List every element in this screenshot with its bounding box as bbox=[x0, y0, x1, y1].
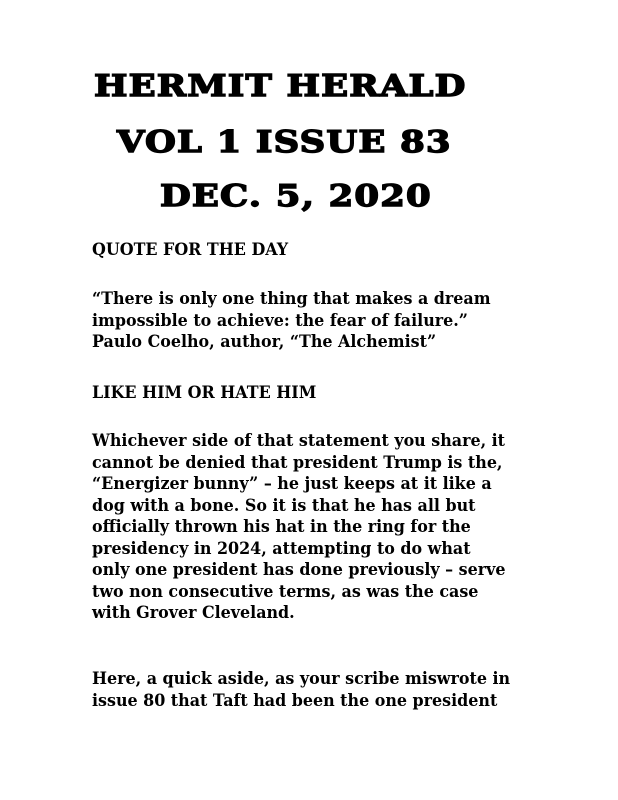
masthead-volume-issue: VOL 1 ISSUE 83 bbox=[117, 125, 452, 160]
quote-text: “There is only one thing that makes a dream impossible to achieve: the fear of failure.” Paulo Coelho, author, “The Alchemist” bbox=[92, 289, 491, 351]
masthead-title: HERMIT HERALD bbox=[94, 69, 467, 104]
article-paragraph-1: Whichever side of that statement you share, it cannot be denied that president Trump is the, “Energizer bunny” – he just keeps at it like a dog with a bone. So it is that he has all but officially thrown his hat in the ring for the presidency in 2024, attempting to do what only one president has done previously – serve two non consecutive terms, as was the case with Grover Cleveland. bbox=[92, 431, 506, 622]
article-paragraph-2: Here, a quick aside, as your scribe miswrote in issue 80 that Taft had been the one president bbox=[92, 669, 511, 710]
quote-heading: QUOTE FOR THE DAY bbox=[92, 240, 289, 259]
article-heading: LIKE HIM OR HATE HIM bbox=[92, 383, 317, 402]
masthead-date: DEC. 5, 2020 bbox=[160, 179, 432, 214]
